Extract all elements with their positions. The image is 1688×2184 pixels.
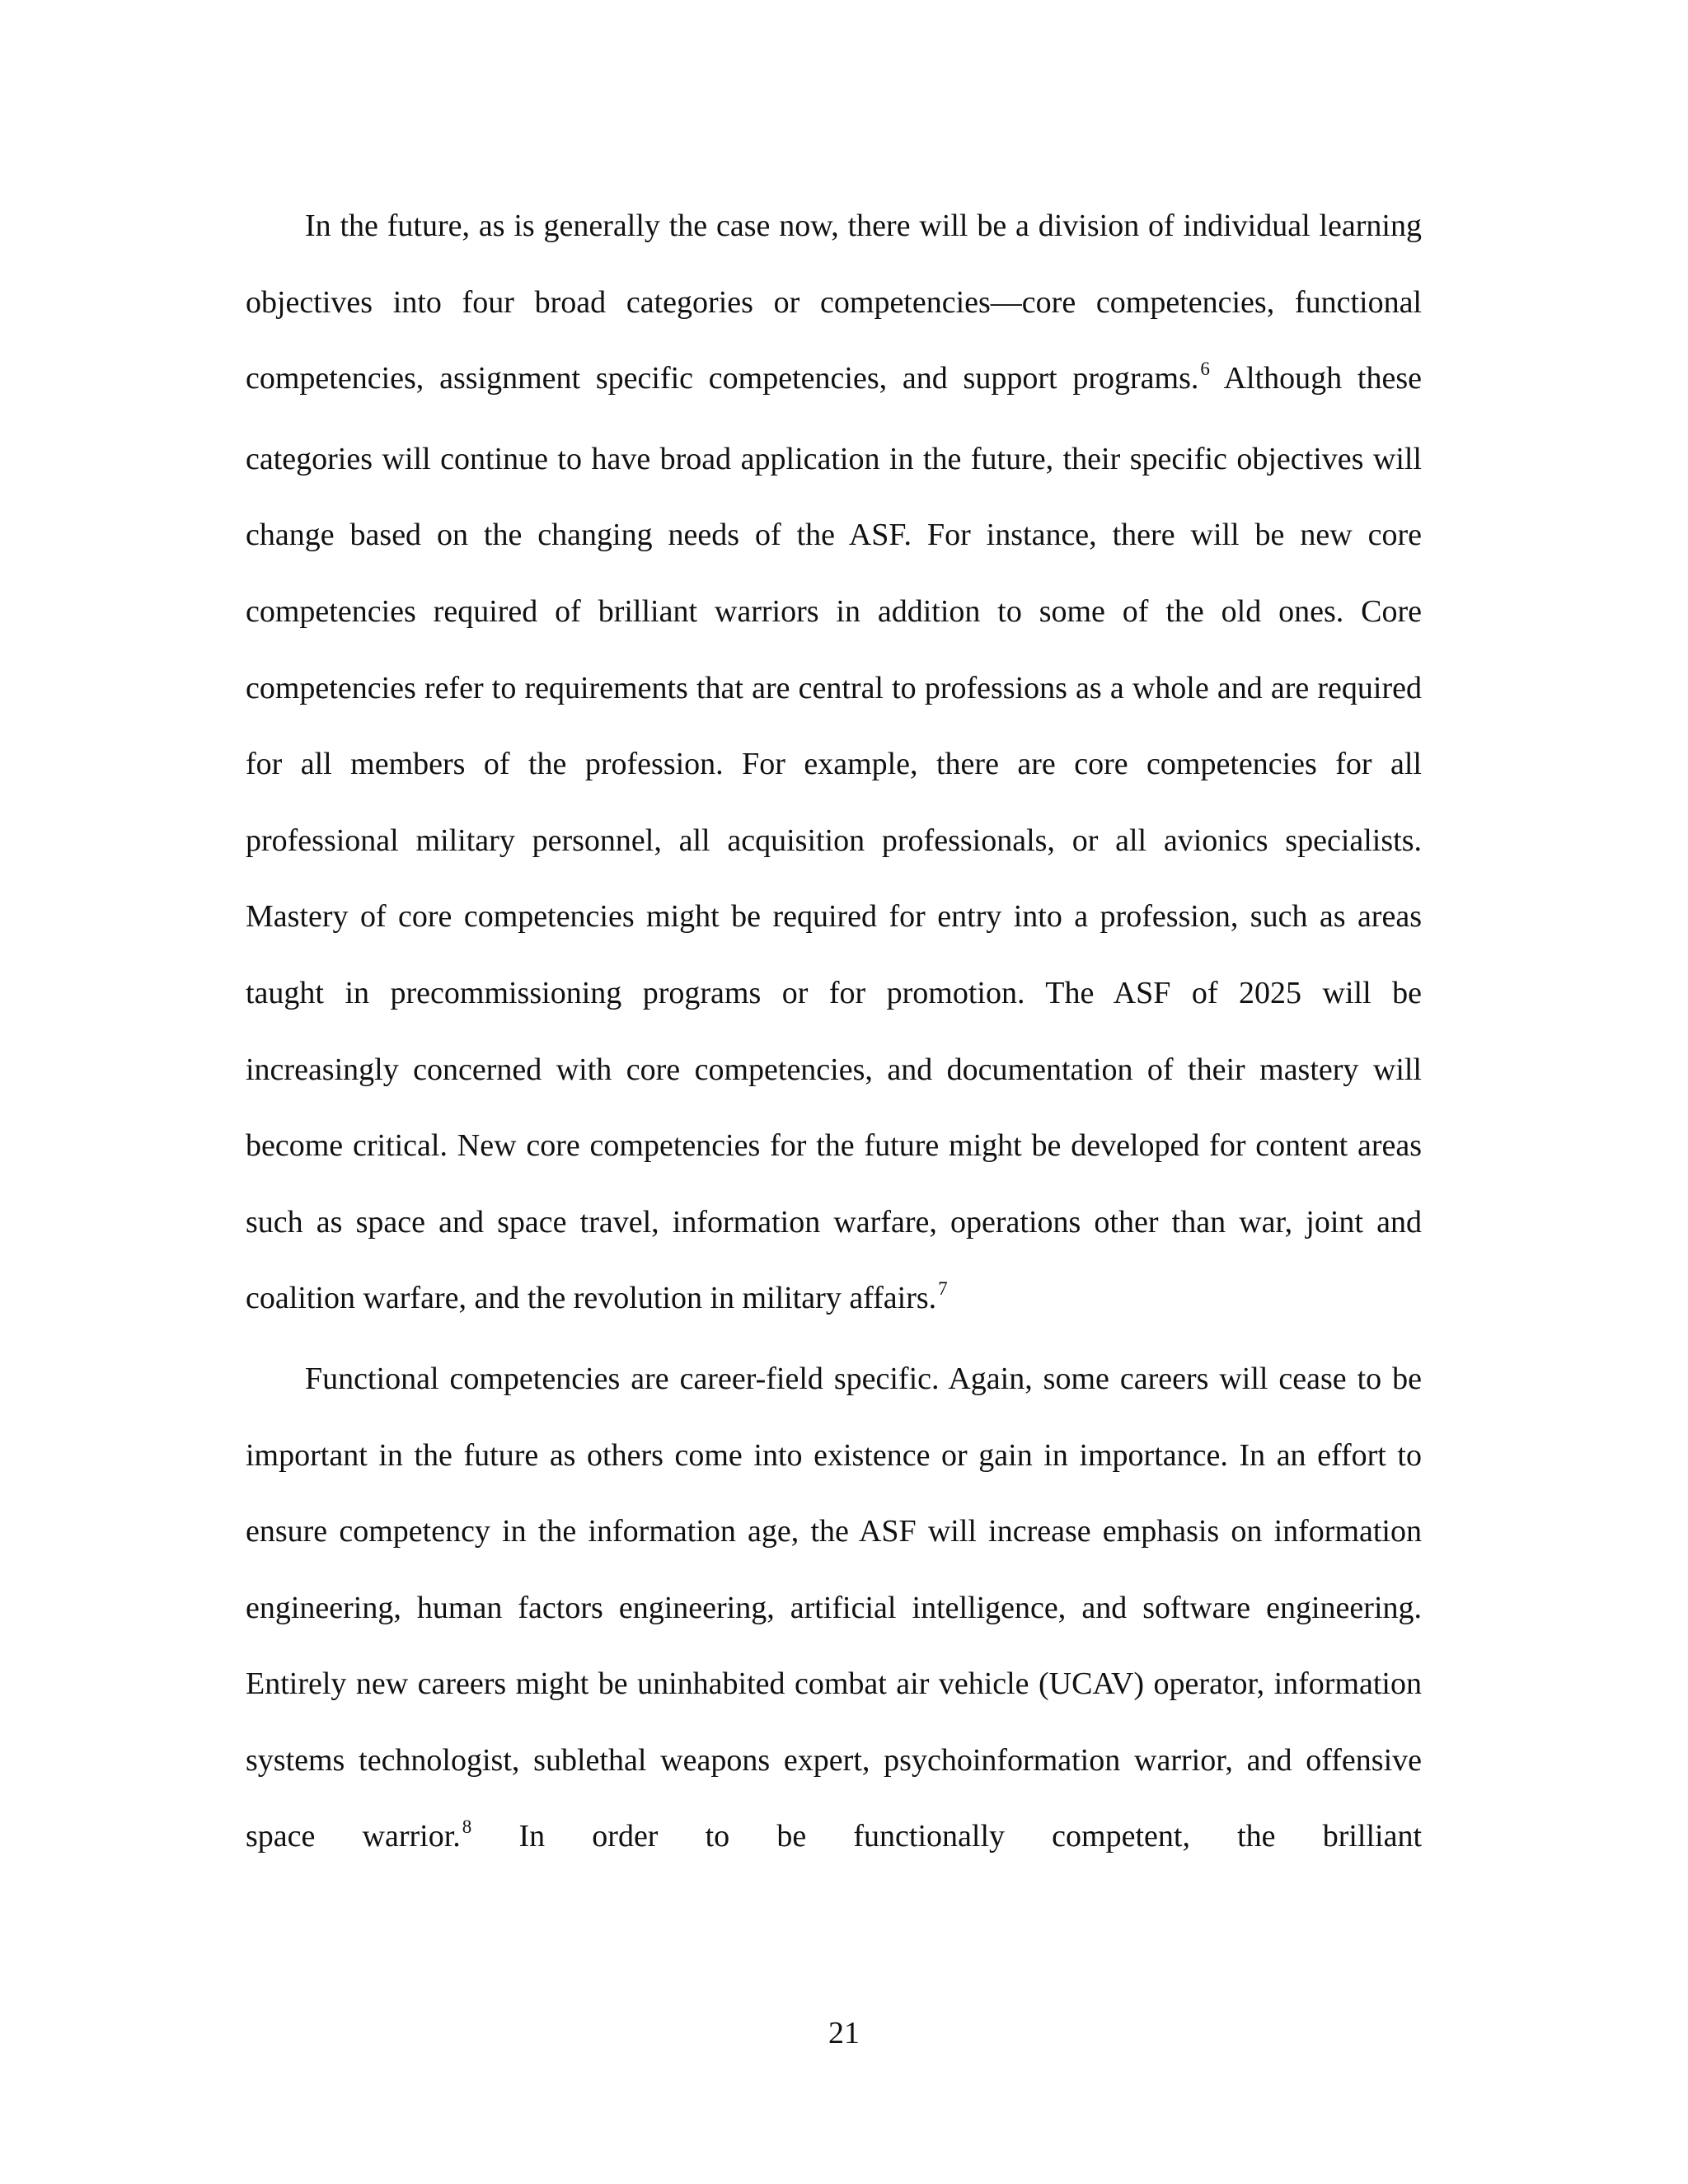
body-text xyxy=(246,188,1422,1879)
footnote-marker: 6 xyxy=(1200,359,1210,380)
paragraph-functional-competencies xyxy=(246,1341,1422,1879)
footnote-marker: 7 xyxy=(938,1278,948,1300)
paragraph-text: Although these categories will continue to have broad application in the future, their specific objectives will change based on the changing needs of the ASF. For instance, there will be new core competencies required of brilliant warriors in addition to some of the old ones. Core competencies refer to requirements that are central to professions as a whole and are required for all members of the profession. For example, there are core competencies for all professional military personnel, all acquisition professionals, or all avionics specialists. Mastery of core competencies might be required for entry into a profession, such as areas taught in precommissioning programs or for promotion. The ASF of 2025 will be increasingly concerned with core competencies, and documentation of their mastery will become critical. New core competencies for the future might be developed for content areas such as space and space travel, information warfare, operations other than war, joint and coalition warfare, and the revolution in military affairs. xyxy=(246,361,1422,1316)
page-number: 21 xyxy=(828,2016,860,2050)
paragraph-text: Functional competencies are career-field specific. Again, some careers will cease to be important in the future as others come into existence or gain in importance. In an effort to ensure competency in the information age, the ASF will increase emphasis on information engineering, human factors engineering, artificial intelligence, and software engineering. Entirely new careers might be uninhabited combat air vehicle (UCAV) operator, information systems technologist, sublethal weapons expert, psychoinformation warrior, and offensive space warrior. xyxy=(246,1361,1422,1854)
paragraph-text: In the future, as is generally the case now, there will be a division of individual learning objectives into four broad categories or competencies—core competencies, functional competencies, assignment specific competencies, and support programs. xyxy=(246,209,1422,396)
footnote-marker: 8 xyxy=(462,1816,472,1838)
paragraph-core-competencies xyxy=(246,188,1422,1341)
paragraph-text: In order to be functionally competent, the brilliant xyxy=(471,1819,1423,1854)
